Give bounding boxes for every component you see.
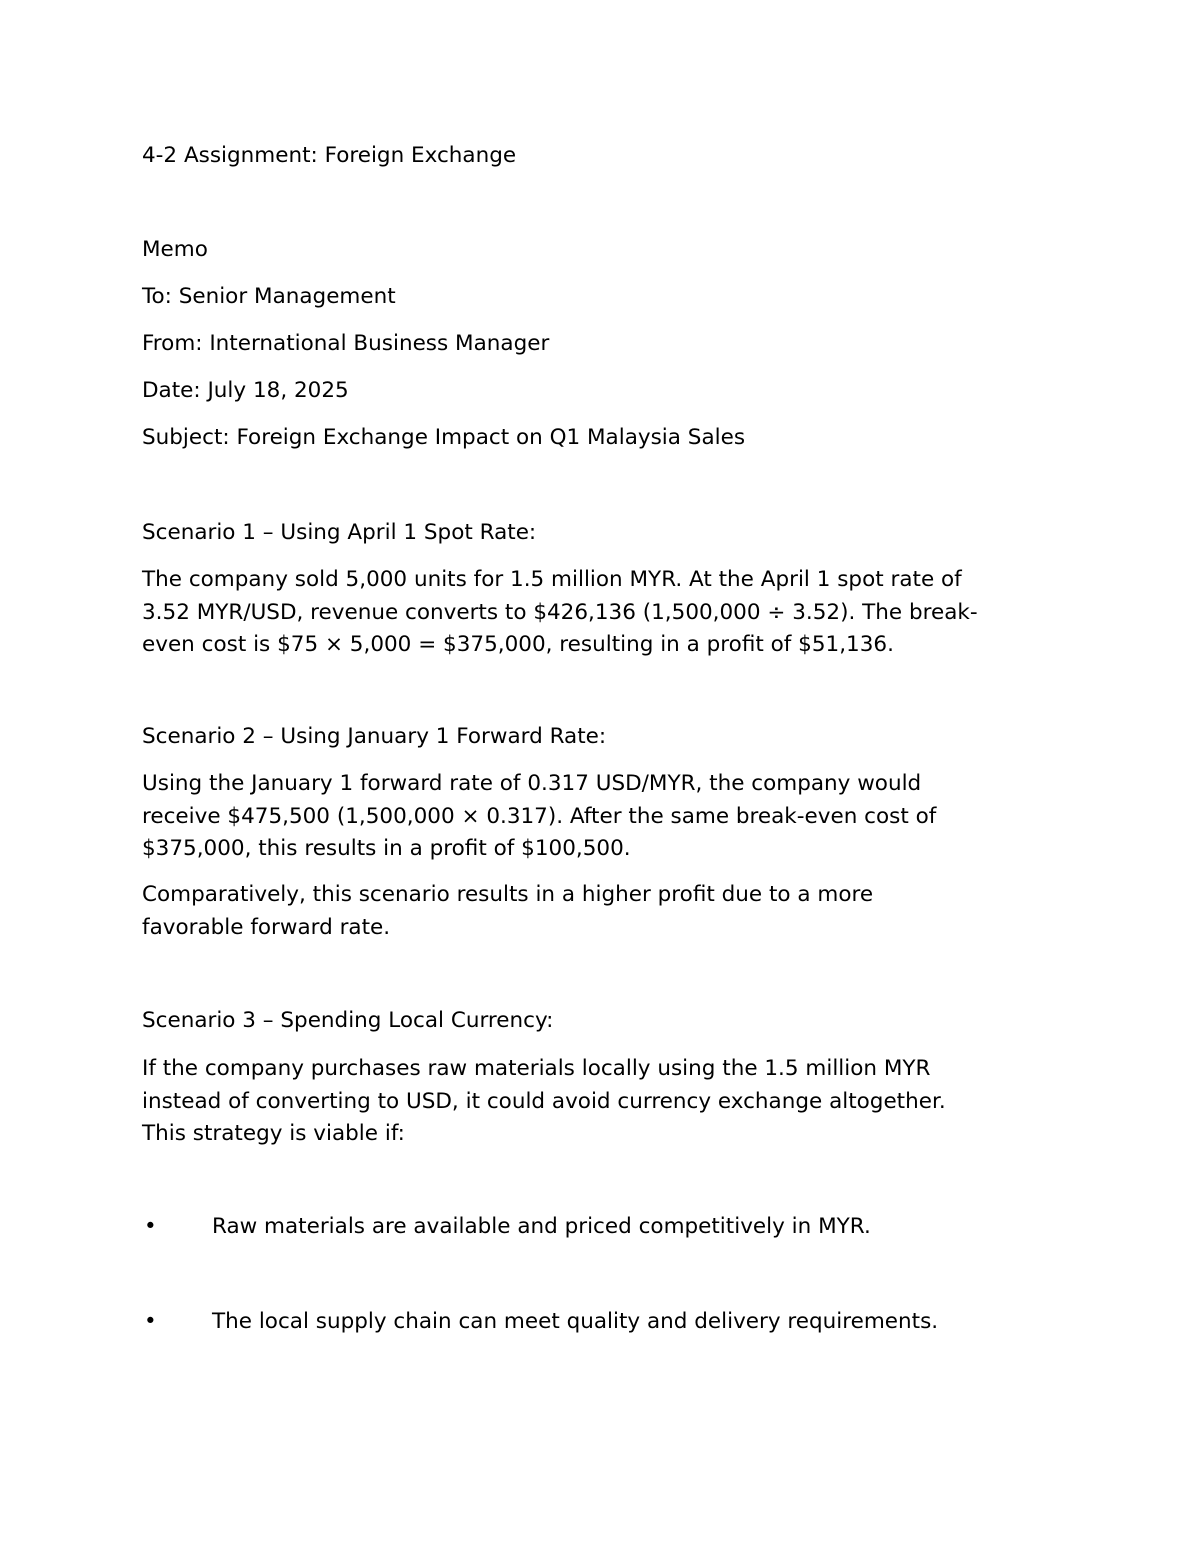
bullet-item: Raw materials are available and priced competitively in MYR. xyxy=(212,1214,871,1239)
paragraph-line: This strategy is viable if: xyxy=(142,1121,405,1146)
paragraph-line: The company sold 5,000 units for 1.5 million MYR. At the April 1 spot rate of xyxy=(142,567,962,592)
memo-from: From: International Business Manager xyxy=(142,331,550,356)
memo-date: Date: July 18, 2025 xyxy=(142,378,349,403)
scenario-2-comparison xyxy=(142,879,1072,944)
paragraph-line: even cost is $75 × 5,000 = $375,000, resulting in a profit of $51,136. xyxy=(142,632,894,657)
paragraph-line: instead of converting to USD, it could avoid currency exchange altogether. xyxy=(142,1088,946,1114)
scenario-2-heading: Scenario 2 – Using January 1 Forward Rate: xyxy=(142,724,607,749)
scenario-1-heading: Scenario 1 – Using April 1 Spot Rate: xyxy=(142,520,537,545)
paragraph-line: Comparatively, this scenario results in a higher profit due to a more xyxy=(142,882,874,907)
paragraph-line: receive $475,500 (1,500,000 × 0.317). After the same break-even cost of xyxy=(142,803,937,829)
scenario-3-paragraph xyxy=(142,1053,1072,1151)
paragraph-line: favorable forward rate. xyxy=(142,914,391,940)
paragraph-line: If the company purchases raw materials locally using the 1.5 million MYR xyxy=(142,1056,931,1081)
bullet-icon: • xyxy=(144,1214,157,1239)
paragraph-line: Using the January 1 forward rate of 0.317 USD/MYR, the company would xyxy=(142,771,922,796)
scenario-2-paragraph xyxy=(142,768,1072,866)
paragraph-line: 3.52 MYR/USD, revenue converts to $426,136 (1,500,000 ÷ 3.52). The break- xyxy=(142,599,978,625)
scenario-1-paragraph xyxy=(142,564,1072,662)
scenario-3-heading: Scenario 3 – Spending Local Currency: xyxy=(142,1008,554,1033)
paragraph-line: $375,000, this results in a profit of $100,500. xyxy=(142,836,631,861)
memo-subject: Subject: Foreign Exchange Impact on Q1 Malaysia Sales xyxy=(142,425,746,450)
document-title: 4-2 Assignment: Foreign Exchange xyxy=(142,143,517,168)
bullet-item: The local supply chain can meet quality and delivery requirements. xyxy=(212,1309,939,1334)
bullet-icon: • xyxy=(144,1309,157,1334)
memo-to: To: Senior Management xyxy=(142,284,396,309)
memo-label: Memo xyxy=(142,237,208,262)
